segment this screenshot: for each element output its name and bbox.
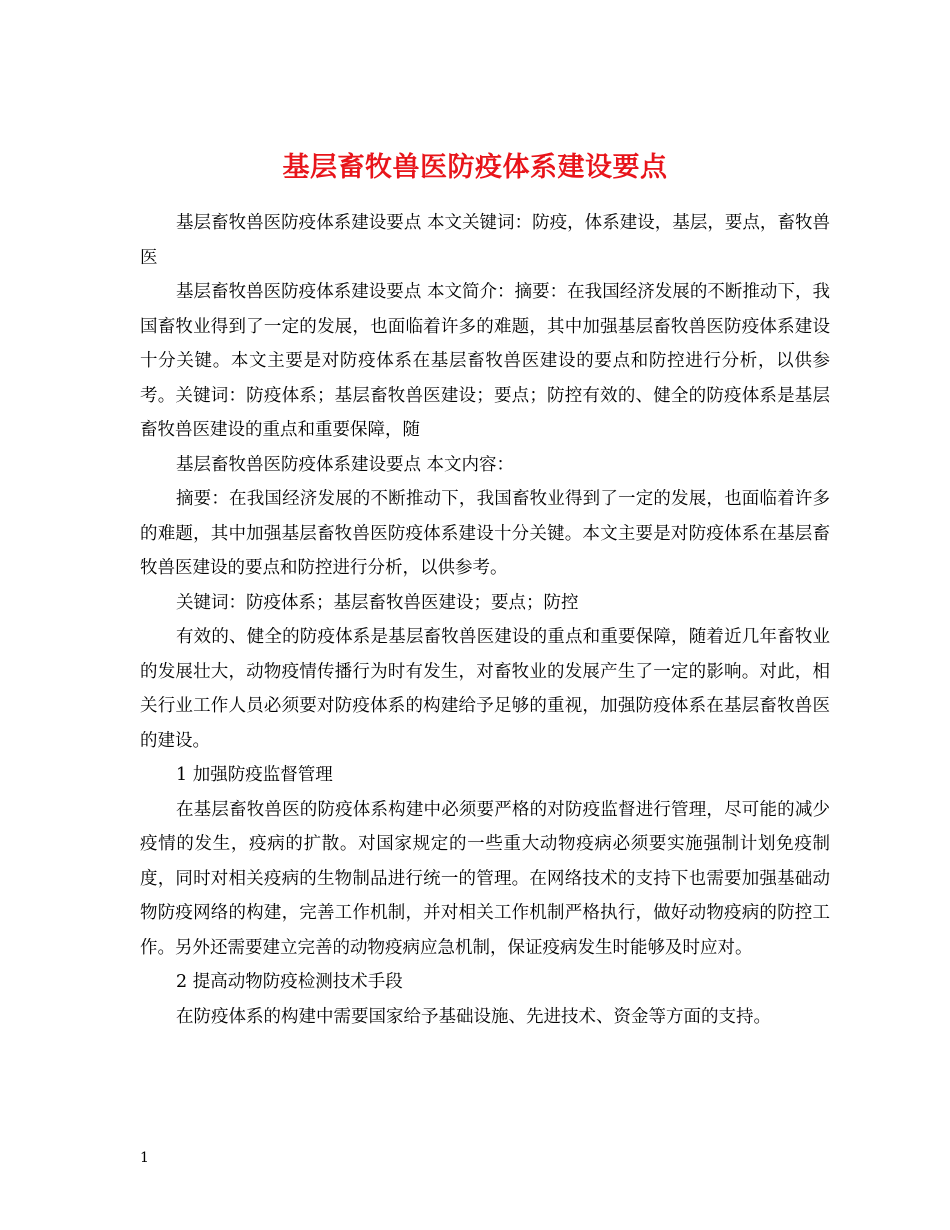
section-heading-2: 2 提高动物防疫检测技术手段 (176, 972, 403, 992)
paragraph-abstract: 摘要：在我国经济发展的不断推动下，我国畜牧业得到了一定的发展，也面临着许多的难题，其中加强基层畜牧兽医防疫体系建设十分关键。本文主要是对防疫体系在基层畜牧兽医建设的要点和防控进行分析，以供参考。 (140, 489, 830, 578)
paragraph-keywords: 关键词：防疫体系；基层畜牧兽医建设；要点；防控 (176, 592, 579, 613)
paragraph-summary-intro: 基层畜牧兽医防疫体系建设要点 本文简介：摘要：在我国经济发展的不断推动下，我国畜牧业得到了一定的发展，也面临着许多的难题，其中加强基层畜牧兽医防疫体系建设十分关键。本文主要是对防疫体系在基层畜牧兽医建设的要点和防控进行分析，以供参考。关键词：防疫体系；基层畜牧兽医建设；要点；防控有效的、健全的防疫体系是基层畜牧兽医建设的重点和重要保障，随 (140, 282, 830, 440)
document-body (140, 206, 830, 1034)
paragraph-section-1: 在基层畜牧兽医的防疫体系构建中必须要严格的对防疫监督进行管理，尽可能的减少疫情的发生，疫病的扩散。对国家规定的一些重大动物疫病必须要实施强制计划免疫制度，同时对相关疫病的生物制品进行统一的管理。在网络技术的支持下也需要加强基础动物防疫网络的构建，完善工作机制，并对相关工作机制严格执行，做好动物疫病的防控工作。另外还需要建立完善的动物疫病应急机制，保证疫病发生时能够及时应对。 (140, 799, 830, 958)
paragraph-introduction: 有效的、健全的防疫体系是基层畜牧兽医建设的重点和重要保障，随着近几年畜牧业的发展壮大，动物疫情传播行为时有发生，对畜牧业的发展产生了一定的影响。对此，相关行业工作人员必须要对防疫体系的构建给予足够的重视，加强防疫体系在基层畜牧兽医的建设。 (140, 627, 830, 751)
paragraph-keywords-intro: 基层畜牧兽医防疫体系建设要点 本文关键词：防疫，体系建设，基层，要点，畜牧兽医 (140, 213, 830, 268)
paragraph-section-2: 在防疫体系的构建中需要国家给予基础设施、先进技术、资金等方面的支持。 (176, 1006, 771, 1027)
document-title: 基层畜牧兽医防疫体系建设要点 (282, 152, 668, 184)
paragraph-content-heading: 基层畜牧兽医防疫体系建设要点 本文内容： (176, 454, 515, 475)
section-heading-1: 1 加强防疫监督管理 (176, 765, 333, 785)
page-number: 1 (140, 1150, 149, 1166)
